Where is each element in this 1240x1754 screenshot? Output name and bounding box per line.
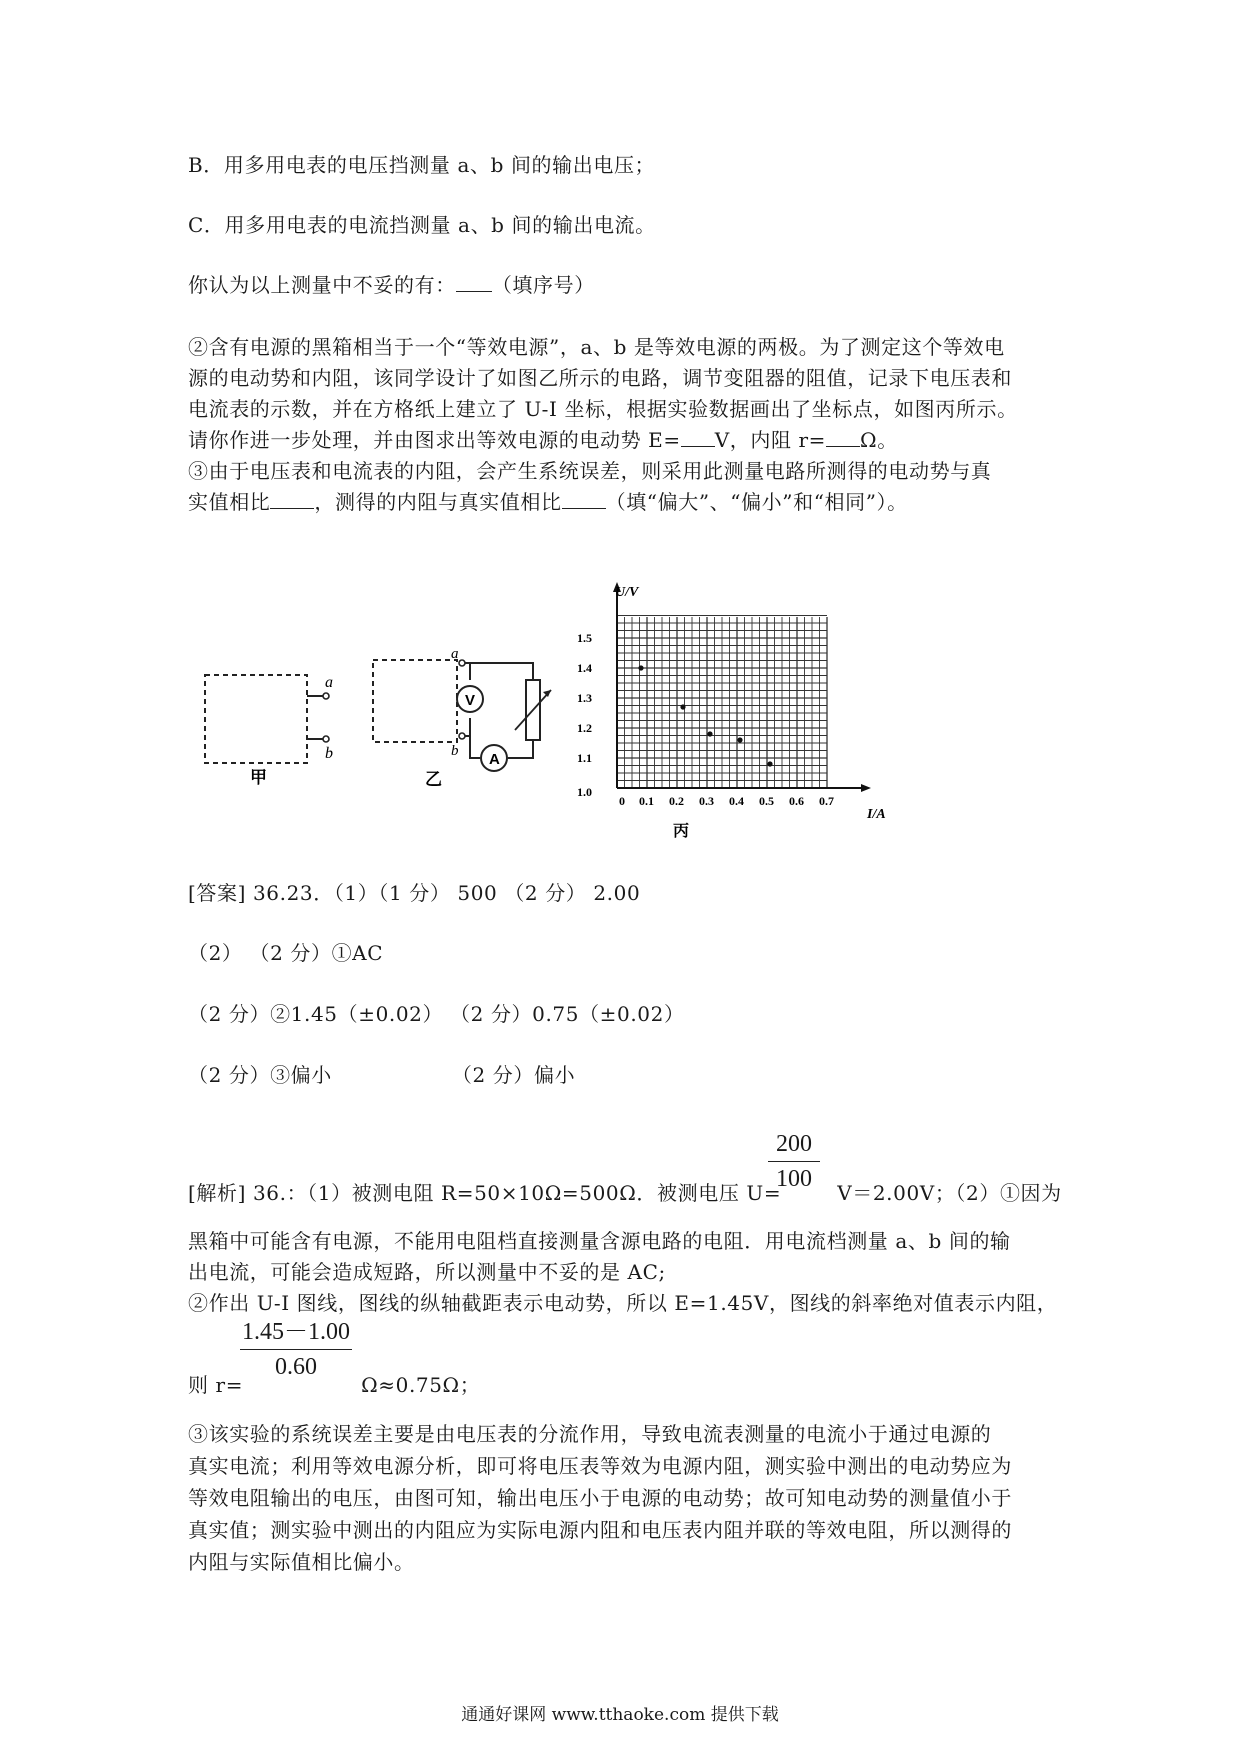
terminal-b bbox=[323, 736, 329, 742]
voltmeter-label: V bbox=[465, 692, 476, 709]
question-ask bbox=[188, 270, 595, 300]
ask-hint: （填序号） bbox=[491, 273, 595, 297]
analysis-line8: 等效电阻输出的电压，由图可知，输出电压小于电源的电动势；故可知电动势的测量值小于 bbox=[188, 1486, 1012, 1510]
analysis-line6: ③该实验的系统误差主要是由电压表的分流作用，导致电流表测量的电流小于通过电源的 bbox=[188, 1422, 992, 1446]
label-b: b bbox=[451, 743, 459, 759]
analysis-line10: 内阻与实际值相比偏小。 bbox=[188, 1550, 415, 1574]
part2-line2: 源的电动势和内阻，该同学设计了如图乙所示的电路，调节变阻器的阻值，记录下电压表和 bbox=[188, 366, 1012, 390]
analysis-line1-part2: V＝2.00V；（2）①因为 bbox=[837, 1181, 1062, 1205]
option-c: C．用多用电表的电流挡测量 a、b 间的输出电流。 bbox=[188, 213, 656, 237]
label-b: b bbox=[325, 745, 333, 762]
y-tick-label: 1.5 bbox=[577, 631, 592, 645]
x-tick-label: 0.6 bbox=[789, 794, 804, 808]
data-point bbox=[680, 704, 685, 709]
part3-line2 bbox=[188, 487, 908, 517]
ask-text: 你认为以上测量中不妥的有： bbox=[188, 273, 456, 297]
black-box bbox=[205, 675, 307, 763]
fraction-u-numerator: 200 bbox=[776, 1131, 812, 1157]
y-tick-label: 1.2 bbox=[577, 721, 592, 735]
fraction-bar bbox=[768, 1161, 820, 1162]
answer-line4-part2: （2 分）偏小 bbox=[451, 1063, 576, 1087]
fraction-r-denominator: 0.60 bbox=[275, 1354, 317, 1380]
x-tick-label: 0.5 bbox=[759, 794, 774, 808]
y-tick-label: 1.1 bbox=[577, 751, 592, 765]
ui-chart bbox=[575, 578, 905, 838]
chart-grid bbox=[617, 616, 827, 789]
data-point bbox=[707, 731, 712, 736]
r-compare-prompt: ，测得的内阻与真实值相比 bbox=[314, 490, 562, 514]
x-axis-label: I/A bbox=[867, 807, 886, 822]
analysis-line7: 真实电流；利用等效电源分析，即可将电压表等效为电源内阻，测实验中测出的电动势应为 bbox=[188, 1454, 1012, 1478]
resistance-prompt: V，内阻 r= bbox=[714, 428, 827, 452]
fraction-bar bbox=[240, 1349, 352, 1350]
part2-line3: 电流表的示数，并在方格纸上建立了 U-I 坐标，根据实验数据画出了坐标点，如图丙所示。 bbox=[188, 397, 1018, 421]
data-point bbox=[638, 665, 643, 670]
analysis-line3: 出电流，可能会造成短路，所以测量中不妥的是 AC; bbox=[188, 1260, 666, 1284]
terminal-b bbox=[459, 733, 465, 739]
y-tick-label: 1.3 bbox=[577, 691, 592, 705]
caption-bing: 丙 bbox=[673, 821, 690, 838]
resistance-blank[interactable] bbox=[826, 428, 860, 447]
fill-hint: （填“偏大”、“偏小”和“相同”）。 bbox=[605, 490, 908, 514]
label-a: a bbox=[451, 646, 459, 662]
option-b: B．用多用电表的电压挡测量 a、b 间的输出电压； bbox=[188, 153, 656, 177]
answer-line2: （2） （2 分）①AC bbox=[188, 941, 384, 965]
figure-jia bbox=[195, 650, 345, 790]
analysis-line4: ②作出 U-I 图线，图线的纵轴截距表示电动势，所以 E=1.45V，图线的斜率绝对值表示内阻， bbox=[188, 1291, 1058, 1315]
y-tick-label: 1.4 bbox=[577, 661, 592, 675]
terminal-a bbox=[323, 693, 329, 699]
analysis-line1 bbox=[188, 1178, 1062, 1208]
part2-line1: ②含有电源的黑箱相当于一个“等效电源”，a、b 是等效电源的两极。为了测定这个等效电 bbox=[188, 335, 1005, 359]
figure-yi bbox=[365, 640, 565, 790]
caption-yi: 乙 bbox=[425, 770, 442, 790]
chart-axes bbox=[613, 582, 871, 792]
emf-prompt: 请你作进一步处理，并由图求出等效电源的电动势 E= bbox=[188, 428, 681, 452]
y-tick-label: 1.0 bbox=[577, 785, 592, 799]
x-tick-label: 0.1 bbox=[639, 794, 654, 808]
x-tick-label: 0.2 bbox=[669, 794, 684, 808]
ammeter-label: A bbox=[489, 751, 500, 768]
y-axis-label: U/V bbox=[615, 585, 639, 600]
x-tick-label: 0.3 bbox=[699, 794, 714, 808]
answer-line1: [答案] 36.23．（1）（1 分） 500 （2 分） 2.00 bbox=[188, 881, 641, 905]
analysis-line2: 黑箱中可能含有电源，不能用电阻档直接测量含源电路的电阻．用电流档测量 a、b 间的输 bbox=[188, 1229, 1011, 1253]
fraction-u-denominator: 100 bbox=[776, 1166, 812, 1192]
label-a: a bbox=[325, 674, 333, 691]
x-tick-label: 0.7 bbox=[819, 794, 834, 808]
x-axis-arrow bbox=[861, 784, 871, 792]
chart-ticks bbox=[577, 631, 834, 808]
analysis-line9: 真实值；测实验中测出的内阻应为实际电源内阻和电压表内阻并联的等效电阻，所以测得的 bbox=[188, 1518, 1012, 1542]
chart-points bbox=[638, 665, 772, 766]
emf-compare-blank[interactable] bbox=[270, 490, 314, 509]
terminal-a bbox=[459, 660, 465, 666]
part2-line4 bbox=[188, 425, 898, 455]
analysis-line5 bbox=[188, 1370, 480, 1400]
emf-compare-prompt: 实值相比 bbox=[188, 490, 271, 514]
emf-blank[interactable] bbox=[681, 428, 715, 447]
answer-blank[interactable] bbox=[456, 273, 492, 292]
x-tick-label: 0.4 bbox=[729, 794, 744, 808]
fraction-r-numerator: 1.45－1.00 bbox=[242, 1319, 350, 1345]
black-box bbox=[373, 660, 457, 742]
ohm-unit: Ω。 bbox=[860, 428, 898, 452]
data-point bbox=[737, 737, 742, 742]
answer-line4 bbox=[188, 1060, 575, 1090]
answer-line3: （2 分）②1.45（±0.02） （2 分）0.75（±0.02） bbox=[188, 1002, 685, 1026]
x-tick-label: 0 bbox=[619, 794, 625, 808]
data-point bbox=[767, 761, 772, 766]
analysis-line5-part1: 则 r= bbox=[188, 1373, 244, 1397]
caption-jia: 甲 bbox=[250, 768, 267, 788]
answer-line4-part1: （2 分）③偏小 bbox=[188, 1063, 332, 1087]
analysis-line5-part2: Ω≈0.75Ω； bbox=[361, 1373, 481, 1397]
rheostat-arrowhead bbox=[543, 690, 551, 697]
analysis-line1-part1: [解析] 36.：（1）被测电阻 R=50×10Ω=500Ω．被测电压 U= bbox=[188, 1181, 782, 1205]
r-compare-blank[interactable] bbox=[562, 490, 606, 509]
part3-line1: ③由于电压表和电流表的内阻，会产生系统误差，则采用此测量电路所测得的电动势与真 bbox=[188, 459, 992, 483]
footer-source: 通通好课网 www.tthaoke.com 提供下载 bbox=[461, 1705, 779, 1725]
